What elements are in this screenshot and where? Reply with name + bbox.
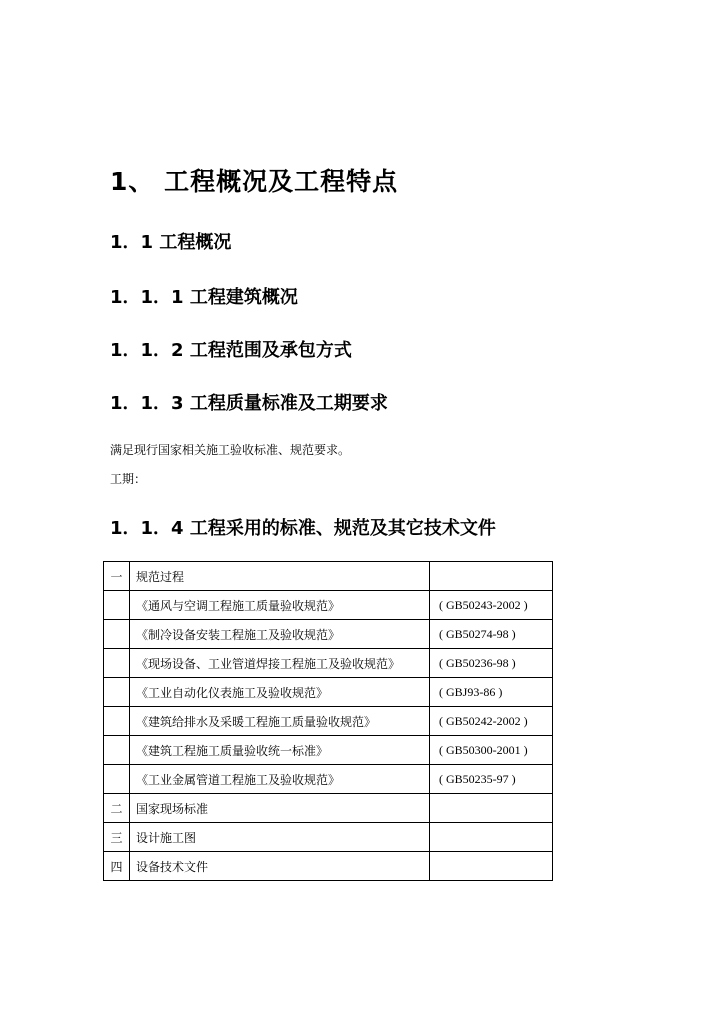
- standard-code: [430, 794, 553, 823]
- section-heading-1-1-1: 1．1．1 工程建筑概况: [110, 287, 298, 308]
- section-heading-1-1: 1．1 工程概况: [110, 232, 232, 253]
- standard-name: 《通风与空调工程施工质量验收规范》: [130, 591, 430, 620]
- standards-table: [103, 561, 553, 881]
- standard-name: 国家现场标准: [130, 794, 430, 823]
- row-number: 四: [104, 852, 130, 881]
- row-number: [104, 707, 130, 736]
- standard-code: ( GB50235-97 ): [430, 765, 553, 794]
- section-heading-1-1-3: 1．1．3 工程质量标准及工期要求: [110, 393, 388, 414]
- table-row: [104, 562, 553, 591]
- standard-code: ( GB50236-98 ): [430, 649, 553, 678]
- standard-name: 《工业自动化仪表施工及验收规范》: [130, 678, 430, 707]
- standard-name: 设备技术文件: [130, 852, 430, 881]
- standard-name: 设计施工图: [130, 823, 430, 852]
- table-row: [104, 765, 553, 794]
- row-number: [104, 649, 130, 678]
- quality-standard-text: 满足现行国家相关施工验收标准、规范要求。: [110, 443, 351, 457]
- standard-code: ( GB50274-98 ): [430, 620, 553, 649]
- standard-code: [430, 562, 553, 591]
- standard-name: 《建筑工程施工质量验收统一标准》: [130, 736, 430, 765]
- standard-code: [430, 823, 553, 852]
- section-heading-1: 1、 工程概况及工程特点: [110, 167, 399, 196]
- standard-code: ( GB50300-2001 ): [430, 736, 553, 765]
- standard-code: ( GB50243-2002 ): [430, 591, 553, 620]
- section-heading-1-1-2: 1．1．2 工程范围及承包方式: [110, 340, 352, 361]
- table-row: [104, 649, 553, 678]
- table-row: [104, 736, 553, 765]
- standard-name: 《现场设备、工业管道焊接工程施工及验收规范》: [130, 649, 430, 678]
- table-row: [104, 823, 553, 852]
- standard-code: ( GB50242-2002 ): [430, 707, 553, 736]
- table-row: [104, 591, 553, 620]
- standard-code: ( GBJ93-86 ): [430, 678, 553, 707]
- table-row: [104, 620, 553, 649]
- row-number: 一: [104, 562, 130, 591]
- standard-name: 规范过程: [130, 562, 430, 591]
- table-row: [104, 794, 553, 823]
- row-number: [104, 736, 130, 765]
- table-row: [104, 678, 553, 707]
- section-heading-1-1-4: 1．1．4 工程采用的标准、规范及其它技术文件: [110, 518, 496, 539]
- row-number: [104, 591, 130, 620]
- standard-name: 《工业金属管道工程施工及验收规范》: [130, 765, 430, 794]
- row-number: 二: [104, 794, 130, 823]
- row-number: [104, 765, 130, 794]
- standard-name: 《制冷设备安装工程施工及验收规范》: [130, 620, 430, 649]
- standard-name: 《建筑给排水及采暖工程施工质量验收规范》: [130, 707, 430, 736]
- standard-code: [430, 852, 553, 881]
- schedule-text: 工期：: [110, 472, 147, 486]
- row-number: [104, 678, 130, 707]
- row-number: [104, 620, 130, 649]
- row-number: 三: [104, 823, 130, 852]
- table-row: [104, 707, 553, 736]
- table-row: [104, 852, 553, 881]
